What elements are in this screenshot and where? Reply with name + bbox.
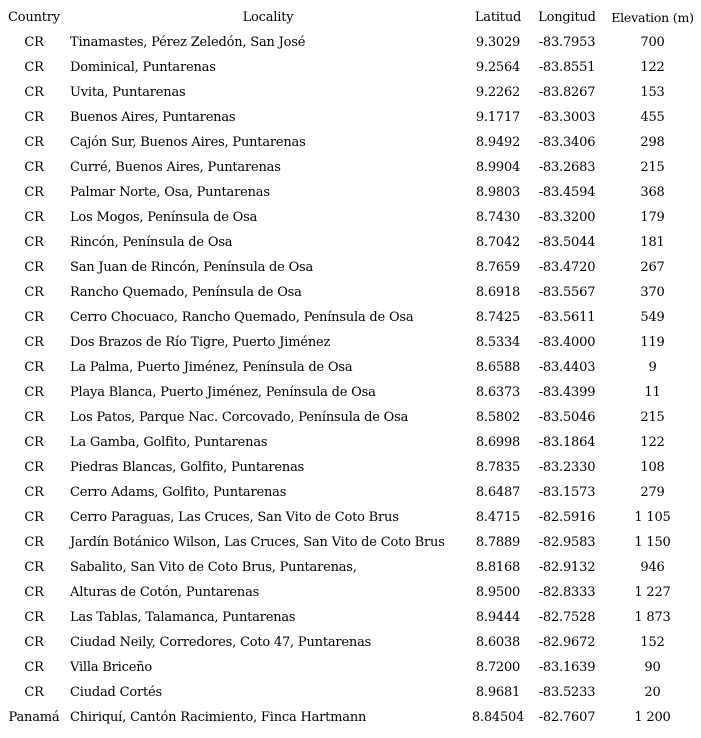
cell-latitud: 9.1717 <box>475 110 521 125</box>
cell-longitud: -83.4403 <box>538 360 596 375</box>
header-locality: Locality <box>242 10 294 25</box>
cell-country: CR <box>24 385 44 400</box>
cell-longitud: -82.7607 <box>538 710 596 725</box>
cell-locality: Rancho Quemado, Península de Osa <box>70 285 302 300</box>
table-row <box>0 305 701 330</box>
table-row <box>0 80 701 105</box>
cell-country: CR <box>24 535 44 550</box>
cell-longitud: -82.7528 <box>538 610 596 625</box>
cell-elevation: 700 <box>640 35 665 50</box>
cell-elevation: 152 <box>640 635 665 650</box>
cell-country: CR <box>24 635 44 650</box>
table-row <box>0 705 701 730</box>
cell-latitud: 8.7425 <box>475 310 521 325</box>
cell-longitud: -83.4000 <box>538 335 596 350</box>
table-row <box>0 30 701 55</box>
cell-elevation: 90 <box>644 660 661 675</box>
cell-locality: Alturas de Cotón, Puntarenas <box>70 585 260 600</box>
cell-longitud: -83.4594 <box>538 185 596 200</box>
cell-locality: Tinamastes, Pérez Zeledón, San José <box>70 35 306 50</box>
cell-country: CR <box>24 85 44 100</box>
cell-elevation: 108 <box>640 460 665 475</box>
cell-country: CR <box>24 60 44 75</box>
cell-locality: Playa Blanca, Puerto Jiménez, Península de Osa <box>70 385 376 400</box>
cell-country: CR <box>24 210 44 225</box>
cell-country: CR <box>24 460 44 475</box>
cell-latitud: 8.6998 <box>475 435 521 450</box>
cell-latitud: 8.7200 <box>475 660 521 675</box>
cell-locality: Palmar Norte, Osa, Puntarenas <box>70 185 270 200</box>
cell-longitud: -82.5916 <box>538 510 596 525</box>
cell-latitud: 8.9500 <box>475 585 521 600</box>
cell-country: CR <box>24 110 44 125</box>
table-row <box>0 505 701 530</box>
cell-locality: San Juan de Rincón, Península de Osa <box>70 260 314 275</box>
cell-country: CR <box>24 610 44 625</box>
cell-locality: Los Patos, Parque Nac. Corcovado, Península de Osa <box>70 410 409 425</box>
cell-longitud: -83.3003 <box>538 110 596 125</box>
cell-longitud: -83.1639 <box>538 660 596 675</box>
cell-locality: Sabalito, San Vito de Coto Brus, Puntarenas, <box>70 560 357 575</box>
cell-latitud: 8.9803 <box>475 185 521 200</box>
cell-latitud: 8.5802 <box>475 410 521 425</box>
cell-country: CR <box>24 560 44 575</box>
cell-longitud: -82.9583 <box>538 535 596 550</box>
table-row <box>0 680 701 705</box>
cell-latitud: 8.6487 <box>475 485 521 500</box>
cell-elevation: 370 <box>640 285 665 300</box>
cell-country: CR <box>24 285 44 300</box>
cell-country: Panamá <box>8 710 60 725</box>
cell-locality: Jardín Botánico Wilson, Las Cruces, San Vito de Coto Brus <box>70 535 445 550</box>
cell-elevation: 153 <box>640 85 665 100</box>
cell-elevation: 1 200 <box>634 710 671 725</box>
cell-country: CR <box>24 360 44 375</box>
cell-country: CR <box>24 435 44 450</box>
cell-elevation: 1 227 <box>634 585 671 600</box>
cell-country: CR <box>24 485 44 500</box>
table-body <box>0 30 701 730</box>
table-row <box>0 480 701 505</box>
cell-longitud: -82.9132 <box>538 560 596 575</box>
cell-latitud: 8.9904 <box>475 160 521 175</box>
table-row <box>0 530 701 555</box>
cell-longitud: -83.5611 <box>538 310 596 325</box>
cell-longitud: -83.5567 <box>538 285 596 300</box>
cell-country: CR <box>24 510 44 525</box>
cell-latitud: 9.2262 <box>475 85 521 100</box>
cell-latitud: 8.7659 <box>475 260 521 275</box>
cell-locality: Villa Briceño <box>70 660 153 675</box>
cell-locality: Buenos Aires, Puntarenas <box>70 110 236 125</box>
table-row <box>0 55 701 80</box>
table-row <box>0 180 701 205</box>
cell-elevation: 1 873 <box>634 610 671 625</box>
cell-longitud: -83.2683 <box>538 160 596 175</box>
cell-elevation: 298 <box>640 135 665 150</box>
cell-elevation: 11 <box>644 385 661 400</box>
cell-elevation: 20 <box>644 685 661 700</box>
cell-latitud: 9.2564 <box>475 60 521 75</box>
cell-latitud: 8.7835 <box>475 460 521 475</box>
table-row <box>0 405 701 430</box>
cell-longitud: -83.1573 <box>538 485 596 500</box>
header-row <box>0 5 701 30</box>
table-row <box>0 105 701 130</box>
cell-elevation: 181 <box>640 235 665 250</box>
cell-locality: Cajón Sur, Buenos Aires, Puntarenas <box>70 135 306 150</box>
table-row <box>0 655 701 680</box>
table-row <box>0 255 701 280</box>
cell-longitud: -82.9672 <box>538 635 596 650</box>
cell-elevation: 215 <box>640 160 665 175</box>
table-row <box>0 355 701 380</box>
cell-latitud: 8.6588 <box>475 360 521 375</box>
cell-elevation: 946 <box>640 560 665 575</box>
cell-longitud: -82.8333 <box>538 585 596 600</box>
cell-locality: Cerro Chocuaco, Rancho Quemado, Península de Osa <box>70 310 414 325</box>
cell-latitud: 8.5334 <box>475 335 521 350</box>
cell-latitud: 8.7042 <box>475 235 521 250</box>
cell-latitud: 8.84504 <box>471 710 525 725</box>
cell-longitud: -83.4399 <box>538 385 596 400</box>
cell-elevation: 549 <box>640 310 665 325</box>
cell-latitud: 8.6918 <box>475 285 521 300</box>
localities-table <box>0 5 701 730</box>
cell-locality: Curré, Buenos Aires, Puntarenas <box>70 160 281 175</box>
cell-locality: Cerro Paraguas, Las Cruces, San Vito de Coto Brus <box>70 510 399 525</box>
cell-locality: La Gamba, Golfito, Puntarenas <box>70 435 268 450</box>
cell-country: CR <box>24 260 44 275</box>
cell-country: CR <box>24 35 44 50</box>
cell-locality: Rincón, Península de Osa <box>70 235 233 250</box>
cell-elevation: 215 <box>640 410 665 425</box>
cell-locality: Ciudad Cortés <box>70 685 162 700</box>
header-country: Country <box>8 10 60 25</box>
cell-longitud: -83.5046 <box>538 410 596 425</box>
cell-country: CR <box>24 685 44 700</box>
table-row <box>0 455 701 480</box>
cell-country: CR <box>24 135 44 150</box>
header-elevation: Elevation (m) <box>611 10 694 25</box>
cell-locality: Piedras Blancas, Golfito, Puntarenas <box>70 460 305 475</box>
cell-country: CR <box>24 160 44 175</box>
cell-country: CR <box>24 235 44 250</box>
table-row <box>0 555 701 580</box>
table-row <box>0 430 701 455</box>
cell-elevation: 368 <box>640 185 665 200</box>
cell-elevation: 1 105 <box>634 510 671 525</box>
cell-locality: Dos Brazos de Río Tigre, Puerto Jiménez <box>70 335 331 350</box>
cell-elevation: 455 <box>640 110 665 125</box>
table-row <box>0 330 701 355</box>
header-latitud: Latitud <box>474 10 522 25</box>
cell-longitud: -83.5233 <box>538 685 596 700</box>
cell-longitud: -83.8551 <box>538 60 596 75</box>
cell-longitud: -83.5044 <box>538 235 596 250</box>
cell-elevation: 1 150 <box>634 535 671 550</box>
cell-latitud: 8.9492 <box>475 135 521 150</box>
table-row <box>0 205 701 230</box>
cell-locality: Cerro Adams, Golfito, Puntarenas <box>70 485 287 500</box>
cell-latitud: 8.8168 <box>475 560 521 575</box>
table-row <box>0 380 701 405</box>
cell-elevation: 267 <box>640 260 665 275</box>
cell-country: CR <box>24 585 44 600</box>
table-row <box>0 230 701 255</box>
cell-latitud: 8.6373 <box>475 385 521 400</box>
header-longitud: Longitud <box>538 10 596 25</box>
cell-longitud: -83.8267 <box>538 85 596 100</box>
cell-elevation: 122 <box>640 60 665 75</box>
cell-elevation: 9 <box>648 360 657 375</box>
cell-country: CR <box>24 185 44 200</box>
table-row <box>0 605 701 630</box>
cell-longitud: -83.3200 <box>538 210 596 225</box>
cell-locality: Chiriquí, Cantón Racimiento, Finca Hartmann <box>70 710 367 725</box>
cell-locality: Las Tablas, Talamanca, Puntarenas <box>70 610 296 625</box>
cell-locality: Uvita, Puntarenas <box>70 85 186 100</box>
cell-latitud: 8.9444 <box>475 610 521 625</box>
cell-elevation: 122 <box>640 435 665 450</box>
cell-country: CR <box>24 410 44 425</box>
cell-locality: Los Mogos, Península de Osa <box>70 210 258 225</box>
cell-latitud: 8.9681 <box>475 685 521 700</box>
table-row <box>0 155 701 180</box>
cell-latitud: 8.7889 <box>475 535 521 550</box>
table-row <box>0 130 701 155</box>
cell-latitud: 8.4715 <box>475 510 521 525</box>
table-row <box>0 580 701 605</box>
cell-latitud: 8.6038 <box>475 635 521 650</box>
cell-country: CR <box>24 310 44 325</box>
cell-latitud: 8.7430 <box>475 210 521 225</box>
cell-locality: Dominical, Puntarenas <box>70 60 216 75</box>
cell-elevation: 279 <box>640 485 665 500</box>
cell-latitud: 9.3029 <box>475 35 521 50</box>
cell-longitud: -83.7953 <box>538 35 596 50</box>
cell-elevation: 179 <box>640 210 665 225</box>
table-row <box>0 280 701 305</box>
cell-country: CR <box>24 660 44 675</box>
table-row <box>0 630 701 655</box>
cell-locality: La Palma, Puerto Jiménez, Península de Osa <box>70 360 353 375</box>
cell-longitud: -83.4720 <box>538 260 596 275</box>
cell-elevation: 119 <box>640 335 665 350</box>
cell-locality: Ciudad Neily, Corredores, Coto 47, Puntarenas <box>70 635 372 650</box>
cell-longitud: -83.2330 <box>538 460 596 475</box>
cell-country: CR <box>24 335 44 350</box>
cell-longitud: -83.1864 <box>538 435 596 450</box>
cell-longitud: -83.3406 <box>538 135 596 150</box>
